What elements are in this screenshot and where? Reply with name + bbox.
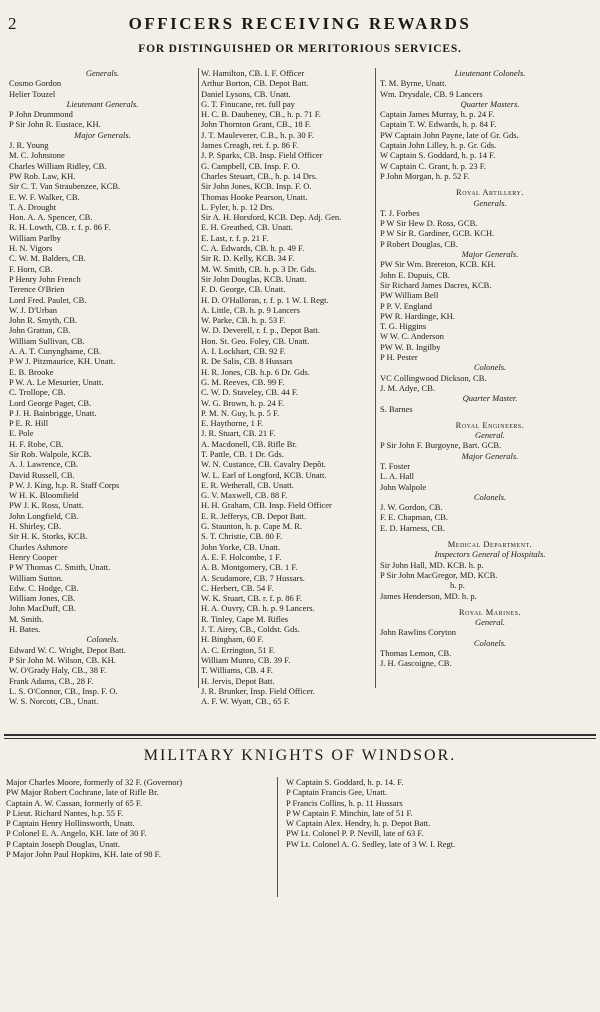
list-item: P Captain Henry Hollinsworth, Unatt.: [6, 818, 135, 829]
department-heading: Royal Engineers.: [455, 419, 525, 430]
list-item: A. E. F. Holcombe, 1 F.: [201, 551, 282, 562]
list-item: E. B. Brooke: [9, 366, 54, 377]
department-heading: Royal Marines.: [458, 606, 522, 617]
list-item: E. Haythorne, 1 F.: [201, 418, 264, 429]
list-item: James Henderson, MD. h. p.: [380, 590, 477, 601]
list-item: Sir A. H. Horsford, KCB. Dep. Adj. Gen.: [201, 212, 342, 223]
list-item: M. W. Smith, CB. h. p. 3 Dr. Gds.: [201, 263, 317, 274]
department-heading: Medical Department.: [447, 539, 533, 550]
list-item: A. Scudamore, CB. 7 Hussars.: [201, 572, 305, 583]
list-item: L. Fyler, h. p. 12 Drs.: [201, 201, 275, 212]
list-item: E. Pole: [9, 428, 34, 439]
list-item: Lord Fred. Paulet, CB.: [9, 294, 87, 305]
list-item: C. A. Edwards, CB. h. p. 49 F.: [201, 243, 305, 254]
list-item: J. T. Airey, CB., Coldst. Gds.: [201, 624, 300, 635]
list-item: Wm. Drysdale, CB. 9 Lancers: [380, 88, 483, 99]
department-heading: Royal Artillery.: [456, 187, 524, 198]
list-item: T. Pattle, CB. 1 Dr. Gds.: [201, 448, 284, 459]
list-item: F. D. George, CB. Unatt.: [201, 284, 286, 295]
list-item: P W Sir R. Gardiner, GCB. KCH.: [380, 228, 495, 239]
section-heading: Generals.: [85, 68, 120, 78]
list-item: Captain A. W. Cassan, formerly of 65 F.: [6, 797, 143, 808]
list-item: PW Rob. Law, KH.: [9, 170, 76, 181]
list-item: W Captain S. Goddard, h. p. 14. F.: [286, 777, 404, 787]
list-item: Arthur Borton, CB. Depot Batt.: [201, 78, 309, 89]
list-item: James Creagh, ret. f. p. 86 F.: [201, 140, 299, 151]
list-item: PW Major Robert Cochrane, late of Rifle Br.: [6, 787, 159, 798]
list-item: H. Bates.: [9, 624, 41, 635]
list-item: W. J. D'Urban: [9, 304, 57, 315]
section-heading: Quarter Master.: [462, 393, 518, 404]
section-heading: Major Generals.: [461, 450, 519, 461]
list-item: J. W. Gordon, CB.: [380, 502, 443, 513]
list-item: E. R. Wetherall, CB. Unatt.: [201, 479, 294, 490]
list-item: P Sir John M. Wilson, CB. KH.: [9, 654, 116, 665]
list-item: L. S. O'Connor, CB., Insp. F. O.: [9, 685, 118, 696]
list-item: W. L. Earl of Longford, KCB. Unatt.: [201, 469, 327, 480]
list-item: Terence O'Brien: [9, 284, 65, 295]
list-item: P. M. N. Guy, h. p. 5 F.: [201, 407, 280, 418]
list-item: J. R. Young: [9, 140, 49, 151]
list-item: S. Barnes: [380, 403, 413, 414]
list-item: Daniel Lysons, CB. Unatt.: [201, 88, 291, 99]
list-item: W. D. Deverell, r. f. p., Depot Batt.: [201, 325, 320, 336]
list-item: P W Captain F. Minchin, late of 51 F.: [286, 807, 413, 818]
list-item: W. Parke, CB. h. p. 53 F.: [201, 315, 286, 326]
list-item: W. O'Grady Haly, CB., 38 F.: [9, 665, 107, 676]
list-item: H. N. Vigors: [9, 243, 53, 254]
list-item: P Sir John R. Eustace, KH.: [9, 119, 101, 130]
list-item: T. A. Drought: [9, 201, 57, 212]
list-item: W H. K. Bloomfield: [9, 490, 79, 501]
list-item: T. M. Byrne, Unatt.: [380, 78, 447, 89]
list-item: W Captain C. Grant, h. p. 23 F.: [380, 160, 486, 171]
section-heading: Lieutenant Generals.: [66, 98, 139, 109]
section-heading: Colonels.: [473, 362, 507, 373]
list-item: Sir John Douglas, KCB. Unatt.: [201, 273, 307, 284]
list-item: John E. Dupuis, CB.: [380, 269, 450, 280]
list-item: P J. H. Bainbrigge, Unatt.: [9, 407, 97, 418]
list-item: W. S. Norcott, CB., Unatt.: [9, 696, 99, 707]
list-item: PW R. Hardinge, KH.: [380, 310, 455, 321]
list-item: Frank Adams, CB., 28 F.: [9, 675, 94, 686]
list-item: William Parlby: [9, 232, 61, 243]
list-item: John Rawlins Coryton: [380, 627, 457, 638]
section-divider-thin: [4, 738, 596, 739]
list-item: J. H. Gascoigne, CB.: [380, 658, 452, 669]
list-item: P Sir John F. Burgoyne, Bart. GCB.: [380, 440, 502, 451]
list-item: C. Trollope, CB.: [9, 387, 66, 398]
list-item: Hon. A. A. Spencer, CB.: [9, 212, 93, 223]
list-item: Edw. C. Hodge, CB.: [9, 582, 79, 593]
list-item: W. K. Stuart, CB. r. f. p. 86 F.: [201, 593, 303, 604]
list-item: J. M. Adye, CB.: [380, 382, 436, 393]
list-item: P Lieut. Richard Nantes, h.p. 55 F.: [6, 807, 124, 818]
section-heading: Lieutenant Colonels.: [454, 68, 526, 78]
list-item: S. T. Christie, CB. 80 F.: [201, 531, 283, 542]
list-item: W Captain S. Goddard, h. p. 14 F.: [380, 150, 496, 161]
list-item: H. Bingham, 60 F.: [201, 634, 264, 645]
list-item: Major Charles Moore, formerly of 32 F. (Governor): [6, 777, 183, 787]
list-item: G. Staunton, h. p. Cape M. R.: [201, 521, 303, 532]
list-item: C. W. D. Staveley, CB. 44 F.: [201, 387, 298, 398]
section-heading: Major Generals.: [461, 249, 519, 260]
list-item: C. Herbert, CB. 54 F.: [201, 582, 274, 593]
list-item: A. F. W. Wyatt, CB., 65 F.: [201, 696, 290, 707]
list-item: PW Sir Wm. Brereton, KCB. KH.: [380, 259, 496, 270]
list-item: Captain John Lilley, h. p. Gr. Gds.: [380, 140, 497, 151]
list-item: Charles Steuart, CB., h. p. 14 Drs.: [201, 170, 318, 181]
list-item: John MacDuff, CB.: [9, 603, 76, 614]
list-item: PW Captain John Payne, late of Gr. Gds.: [380, 129, 519, 140]
list-item: W. G. Brown, h. p. 24 F.: [201, 397, 285, 408]
list-item: Edward W. C. Wright, Depot Batt.: [9, 644, 126, 655]
section-heading: Colonels.: [473, 491, 507, 502]
list-item: P Robert Douglas, CB.: [380, 238, 458, 249]
list-item: P W. J. King, h.p. R. Staff Corps: [9, 479, 120, 490]
list-item: P John Morgan, h. p. 52 F.: [380, 170, 470, 181]
list-item: T. G. Higgins: [380, 321, 427, 332]
section-heading: Colonels.: [473, 637, 507, 648]
list-item: Hon. St. Geo. Foley, CB. Unatt.: [201, 335, 310, 346]
list-item: E. R. Jefferys, CB. Depot Batt.: [201, 510, 307, 521]
knights-column-left: [6, 777, 271, 859]
list-item: G. T. Finucane, ret. full pay: [201, 98, 295, 109]
list-item: William Sutton.: [9, 572, 63, 583]
list-item: Charles Ashmore: [9, 541, 68, 552]
section-heading: Colonels.: [86, 634, 119, 645]
list-item: Sir H. K. Storks, KCB.: [9, 531, 88, 542]
section-title: MILITARY KNIGHTS OF WINDSOR.: [143, 747, 457, 764]
list-item: E. H. Greathed, CB. Unatt.: [201, 222, 293, 233]
list-item: W W. C. Anderson: [380, 331, 444, 342]
list-item: C. W. M. Balders, CB.: [9, 253, 86, 264]
page-subtitle: FOR DISTINGUISHED OR MERITORIOUS SERVICES.: [138, 43, 462, 55]
list-item: W. Hamilton, CB. I. F. Officer: [201, 68, 305, 78]
section-divider: [4, 734, 596, 736]
list-item: A. Macdonell, CB. Rifle Br.: [201, 438, 297, 449]
list-item: J. P. Sparks, CB. Insp. Field Officer: [201, 150, 323, 161]
list-item: T. Williams, CB. 4 F.: [201, 665, 273, 676]
list-item: M. Smith.: [9, 613, 44, 624]
list-item: F. Horn, CB.: [9, 263, 53, 274]
list-item: Sir R. D. Kelly, KCB. 34 F.: [201, 253, 295, 264]
list-item: Sir John Jones, KCB. Insp. F. O.: [201, 181, 312, 192]
list-item: Lord George Paget, CB.: [9, 397, 92, 408]
list-item: H. D. O'Halloran, r. f. p. 1 W. I. Regt.: [201, 294, 329, 305]
list-item: John Thornton Grant, CB., 18 F.: [201, 119, 311, 130]
section-heading: Inspectors General of Hospitals.: [434, 549, 546, 560]
list-item: William Sullivan, CB.: [9, 335, 85, 346]
list-item: John Grattan, CB.: [9, 325, 71, 336]
list-item: P P. V. England: [380, 300, 433, 311]
list-item: H. Shirley, CB.: [9, 521, 62, 532]
list-item: h. p.: [450, 580, 465, 591]
page-number: 2: [8, 14, 17, 33]
section-heading: Major Generals.: [74, 129, 131, 140]
column-1: [9, 68, 196, 706]
list-item: PW Lt. Colonel A. G. Sedley, late of 3 W. I. Regt.: [286, 838, 456, 849]
list-item: G. M. Reeves, CB. 99 F.: [201, 376, 285, 387]
column-2: [198, 68, 374, 707]
list-item: John Yorke, CB. Unatt.: [201, 541, 281, 552]
list-item: Captain T. W. Edwards, h. p. 84 F.: [380, 119, 497, 130]
list-item: A. A. T. Cunynghame, CB.: [9, 346, 102, 357]
list-item: Thomas Lemon, CB.: [380, 648, 452, 659]
list-item: PW W. B. Ingilby: [380, 341, 441, 352]
list-item: John R. Smyth, CB.: [9, 315, 78, 326]
list-item: P Sir John MacGregor, MD. KCB.: [380, 569, 498, 580]
list-item: P Captain Joseph Douglas, Unatt.: [6, 838, 120, 849]
list-item: A. C. Errington, 51 F.: [201, 644, 275, 655]
list-item: Sir John Hall, MD. KCB. h. p.: [380, 559, 484, 570]
list-item: R. De Salis, CB. 8 Hussars: [201, 356, 293, 367]
list-item: T. J. Forbes: [380, 207, 420, 218]
list-item: R. Tinley, Cape M. Rifles: [201, 613, 289, 624]
list-item: William Jones, CB.: [9, 593, 76, 604]
list-item: P E. R. Hill: [9, 418, 49, 429]
list-item: A. Little, CB. h. p. 9 Lancers: [201, 304, 300, 315]
list-item: M. C. Johnstone: [9, 150, 65, 161]
list-item: John Walpole: [380, 481, 427, 492]
knights-column-right: [277, 777, 586, 897]
list-item: PW William Bell: [380, 290, 439, 301]
list-item: W Captain Alex. Hendry, h. p. Depot Batt.: [286, 818, 431, 829]
list-item: Charles William Ridley, CB.: [9, 160, 107, 171]
list-item: PW J. K. Ross, Unatt.: [9, 500, 84, 511]
list-item: F. E. Chapman, CB.: [380, 512, 449, 523]
list-item: H. Jervis, Depot Batt.: [201, 675, 275, 686]
list-item: E. Last, r. f. p. 21 F.: [201, 232, 269, 243]
section-heading: General.: [475, 430, 505, 441]
page-title: OFFICERS RECEIVING REWARDS: [128, 14, 472, 33]
list-item: G. V. Maxwell, CB. 88 F.: [201, 490, 288, 501]
list-item: P W Sir Hew D. Ross, GCB.: [380, 218, 478, 229]
list-item: H. A. Ouvry, CB. h. p. 9 Lancers.: [201, 603, 315, 614]
list-item: Helier Touzel: [9, 88, 56, 99]
list-item: Captain James Murray, h. p. 24 F.: [380, 109, 495, 120]
list-item: H. R. Jones, CB. h.p. 6 Dr. Gds.: [201, 366, 310, 377]
list-item: T. Foster: [380, 460, 411, 471]
list-item: John Longfield, CB.: [9, 510, 79, 521]
list-item: Henry Cooper: [9, 551, 58, 562]
list-item: E. D. Harness, CB.: [380, 522, 445, 533]
list-item: J. R. Brunker, Insp. Field Officer.: [201, 685, 315, 696]
list-item: H. C. B. Daubeney, CB., h. p. 71 F.: [201, 109, 321, 120]
list-item: P Major John Paul Hopkins, KH. late of 98 F.: [6, 849, 161, 860]
list-item: P W. A. Le Mesurier, Unatt.: [9, 376, 104, 387]
list-item: David Russell, CB.: [9, 469, 75, 480]
section-heading: Quarter Masters.: [460, 98, 520, 109]
list-item: Sir Richard James Dacres, KCB.: [380, 279, 492, 290]
list-item: G. Campbell, CB. Insp. F. O.: [201, 160, 300, 171]
list-item: J. T. Mauleverer, C.B., h. p. 30 F.: [201, 129, 314, 140]
list-item: A. B. Montgomery, CB. 1 F.: [201, 562, 298, 573]
list-item: R. H. Lowth, CB. r. f. p. 86 F.: [9, 222, 111, 233]
column-3: [375, 68, 600, 688]
list-item: P W Thomas C. Smith, Unatt.: [9, 562, 111, 573]
list-item: Cosmo Gordon: [9, 78, 62, 89]
list-item: P H. Pester: [380, 352, 418, 363]
list-item: W. N. Custance, CB. Cavalry Depôt.: [201, 459, 326, 470]
list-item: J. R. Stuart, CB. 21 F.: [201, 428, 276, 439]
list-item: Sir C. T. Van Straubenzee, KCB.: [9, 181, 121, 192]
list-item: H. H. Graham, CB. Insp. Field Officer: [201, 500, 332, 511]
list-item: P John Drummond: [9, 109, 73, 120]
list-item: A. I. Lockhart, CB. 92 F.: [201, 346, 286, 357]
list-item: E. W. F. Walker, CB.: [9, 191, 80, 202]
list-item: P Francis Collins, h. p. 11 Hussars: [286, 797, 403, 808]
list-item: VC Collingwood Dickson, CB.: [380, 372, 487, 383]
list-item: L. A. Hall: [380, 471, 414, 482]
section-heading: General.: [475, 617, 505, 628]
list-item: A. J. Lawrence, CB.: [9, 459, 79, 470]
list-item: P Henry John French: [9, 273, 81, 284]
list-item: P Colonel E. A. Angelo, KH. late of 30 F.: [6, 828, 147, 839]
section-heading: Generals.: [473, 197, 507, 208]
list-item: Thomas Hooke Pearson, Unatt.: [201, 191, 308, 202]
list-item: P W J. Pitzmaurice, KH. Unatt.: [9, 356, 116, 367]
list-item: H. F. Robe, CB.: [9, 438, 64, 449]
list-item: Sir Rob. Walpole, KCB.: [9, 448, 92, 459]
list-item: P Captain Francis Gee, Unatt.: [286, 787, 388, 798]
list-item: William Munro, CB. 39 F.: [201, 654, 291, 665]
list-item: PW Lt. Colonel P. P. Nevill, late of 63 F.: [286, 828, 424, 839]
